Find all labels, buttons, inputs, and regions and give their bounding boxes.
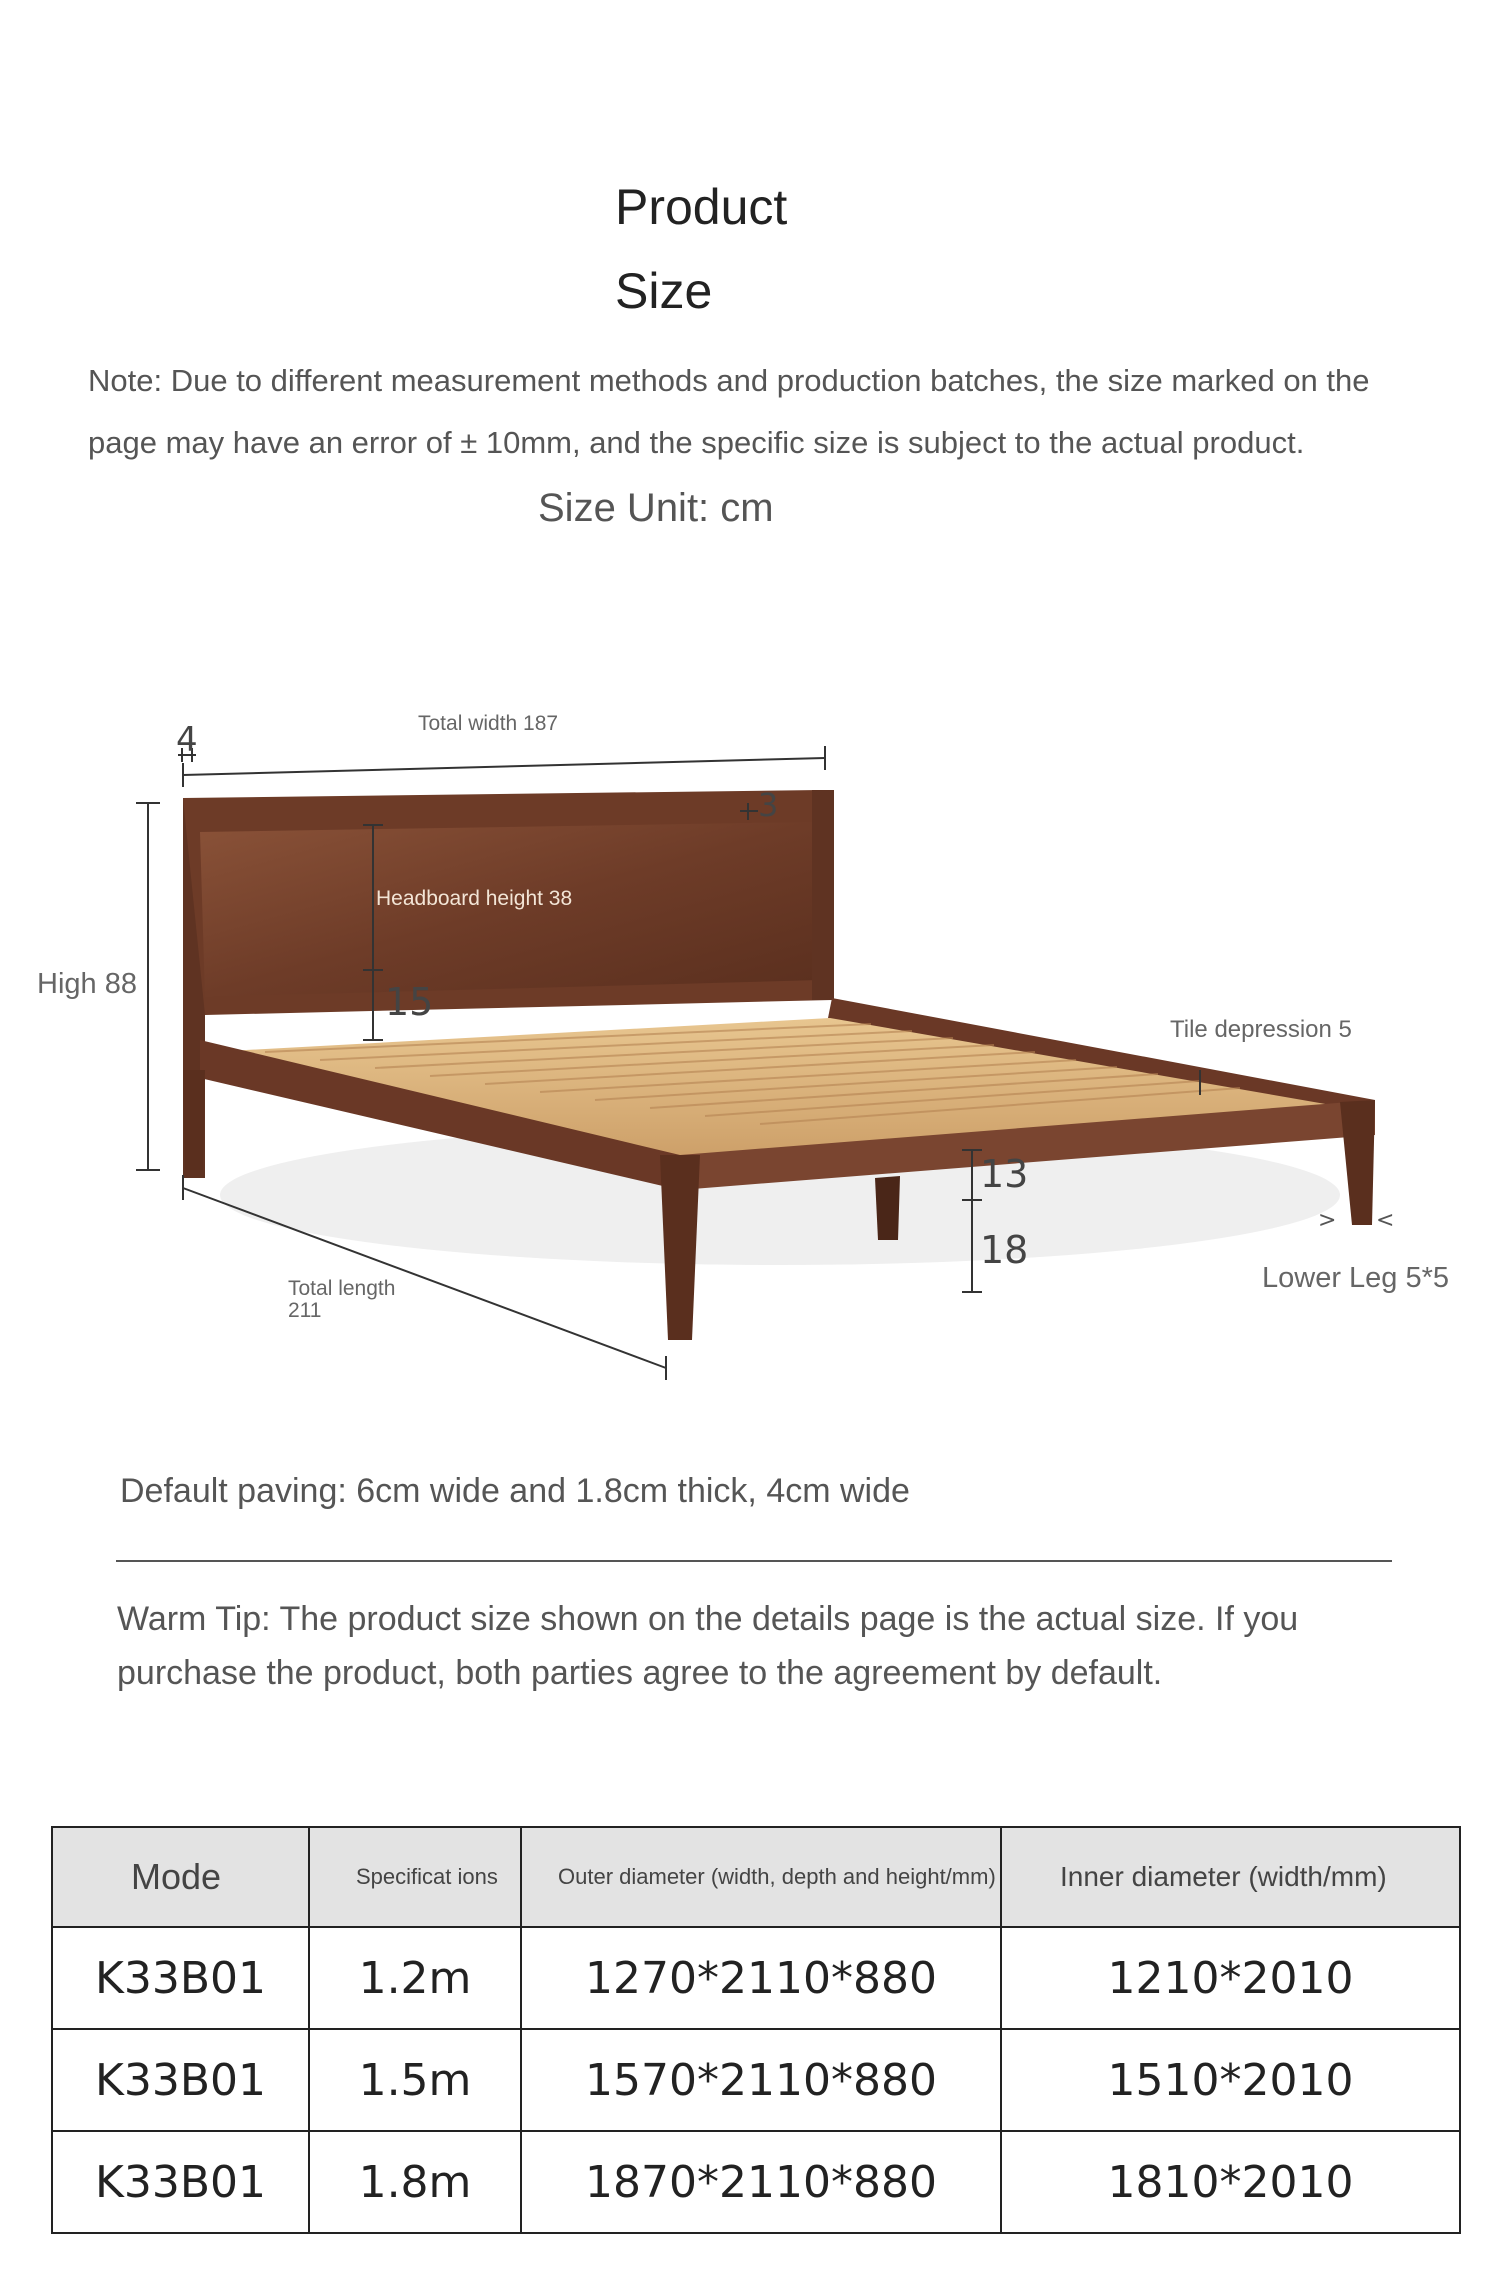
leg-clearance-label: 18 <box>980 1228 1029 1272</box>
cell-spec: 1.5m <box>309 2029 521 2131</box>
center-leg <box>875 1176 900 1240</box>
cell-inner: 1810*2010 <box>1001 2131 1460 2233</box>
top-rail-label: 3 <box>758 786 779 824</box>
cell-model: K33B01 <box>52 2131 309 2233</box>
svg-text:<: < <box>1376 1208 1395 1233</box>
lower-leg-label: Lower Leg 5*5 <box>1262 1262 1450 1294</box>
svg-text:>: > <box>1318 1208 1337 1233</box>
bed-illustration <box>0 680 1500 1420</box>
divider <box>116 1560 1392 1562</box>
header-outer-diameter: Outer diameter (width, depth and height/mm) <box>521 1827 1001 1927</box>
headboard-gap-label: 15 <box>385 980 434 1024</box>
cell-outer: 1870*2110*880 <box>521 2131 1001 2233</box>
size-table <box>51 1826 1461 2234</box>
total-length-line-1: Total length <box>288 1277 396 1300</box>
total-width-label: Total width 187 <box>418 712 559 735</box>
cell-model: K33B01 <box>52 2029 309 2131</box>
cell-model: K33B01 <box>52 1927 309 2029</box>
headboard-height-label: Headboard height 38 <box>376 887 573 910</box>
total-length-line-2: 211 <box>288 1299 322 1322</box>
table-row <box>52 2131 1460 2233</box>
cell-spec: 1.2m <box>309 1927 521 2029</box>
table-header-row <box>52 1827 1460 1927</box>
table-row <box>52 1927 1460 2029</box>
headboard-connector <box>515 800 537 822</box>
title-line-2: Size <box>615 263 713 319</box>
side-rail-label: 13 <box>980 1152 1029 1196</box>
header-mode: Mode <box>52 1827 309 1927</box>
header-specifications: Specificat ions <box>309 1827 521 1927</box>
cell-outer: 1570*2110*880 <box>521 2029 1001 2131</box>
cell-inner: 1210*2010 <box>1001 1927 1460 2029</box>
cell-inner: 1510*2010 <box>1001 2029 1460 2131</box>
table-row <box>52 2029 1460 2131</box>
default-paving-note: Default paving: 6cm wide and 1.8cm thick, 4cm wide <box>120 1472 910 1510</box>
measurement-note: Note: Due to different measurement methods and production batches, the size marked on the page may have an error of ± 10mm, and the specific size is subject to the actual product. <box>88 363 1370 460</box>
size-unit: Size Unit: cm <box>538 486 774 530</box>
front-right-leg <box>1340 1100 1375 1225</box>
total-length-label <box>288 1278 395 1322</box>
front-left-leg <box>660 1155 700 1340</box>
cell-spec: 1.8m <box>309 2131 521 2233</box>
bed-dimension-figure <box>0 680 1500 1420</box>
back-left-leg <box>183 1070 205 1170</box>
high-label: High 88 <box>37 968 137 1000</box>
title-line-1: Product <box>615 179 788 235</box>
cell-outer: 1270*2110*880 <box>521 1927 1001 2029</box>
header-inner-diameter: Inner diameter (width/mm) <box>1001 1827 1460 1927</box>
page-title <box>615 165 915 333</box>
tile-depression-label: Tile depression 5 <box>1170 1016 1352 1043</box>
right-post <box>812 790 834 1000</box>
warm-tip: Warm Tip: The product size shown on the details page is the actual size. If you purchase the product, both parties agree to the agreement by default. <box>117 1600 1299 1692</box>
frame-width-label: 4 <box>176 720 198 760</box>
